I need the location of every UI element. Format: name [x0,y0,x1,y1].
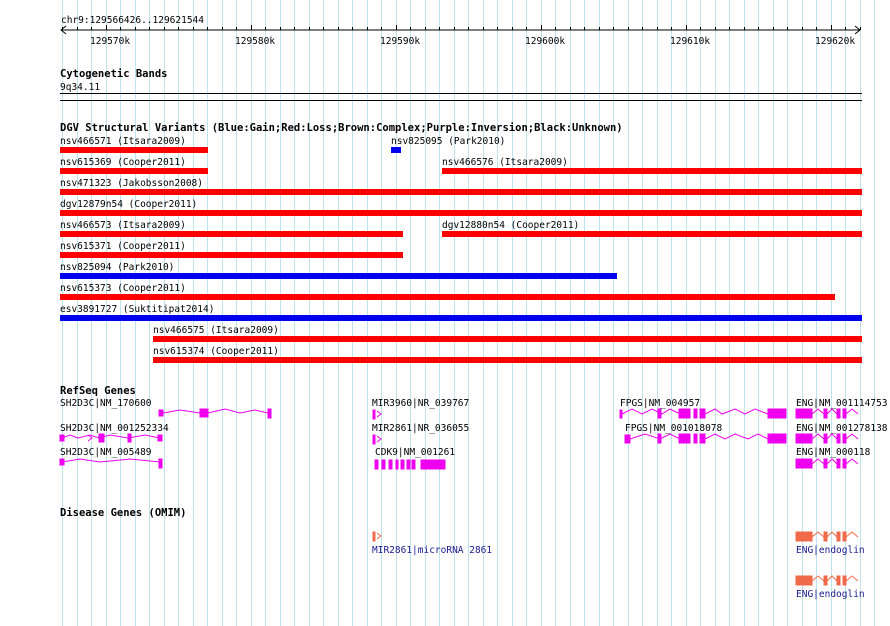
gene-label[interactable]: FPGS|NM_001018078 [625,423,723,434]
omim-gene-link[interactable]: ENG|endoglin [796,589,865,600]
location-label: chr9:129566426..129621544 [61,15,204,26]
variant-label[interactable]: dgv12879n54 (Cooper2011) [60,199,198,210]
tick-label-129600k: 129600k [525,36,566,47]
gene-label[interactable]: ENG|NM_000118 [796,447,871,458]
gene-label[interactable]: MIR2861|NR_036055 [372,423,470,434]
variant-label[interactable]: nsv825095 (Park2010) [391,136,506,147]
omim-model-eng-2 [796,576,858,585]
gene-label[interactable]: ENG|NM_001278138 [796,423,888,434]
cytoband-label: 9q34.11 [60,82,101,93]
variant-label[interactable]: dgv12880n54 (Cooper2011) [442,220,580,231]
tick-label-129620k: 129620k [815,36,856,47]
refseq-track-title: RefSeq Genes [60,385,136,397]
omim-model-eng-1 [796,532,858,541]
gene-label[interactable]: ENG|NM_001114753 [796,398,888,409]
variant-label[interactable]: nsv466571 (Itsara2009) [60,136,186,147]
variant-label[interactable]: nsv615373 (Cooper2011) [60,283,186,294]
gene-label[interactable]: SH2D3C|NM_005489 [60,447,152,458]
omim-track-title: Disease Genes (OMIM) [60,507,187,519]
gene-label[interactable]: CDK9|NM_001261 [375,447,456,458]
gene-label[interactable]: MIR3960|NR_039767 [372,398,470,409]
variant-label[interactable]: nsv615371 (Cooper2011) [60,241,186,252]
dgv-track-title: DGV Structural Variants (Blue:Gain;Red:Loss;Brown:Complex;Purple:Inversion;Black:Unknown) [60,122,623,134]
cytoband-track-title: Cytogenetic Bands [60,68,168,80]
tick-label-129570k: 129570k [90,36,131,47]
variant-label[interactable]: nsv615369 (Cooper2011) [60,157,186,168]
gene-label[interactable]: FPGS|NM_004957 [620,398,701,409]
gene-label[interactable]: SH2D3C|NM_001252334 [60,423,169,434]
variant-label[interactable]: nsv466573 (Itsara2009) [60,220,186,231]
variant-label[interactable]: nsv615374 (Cooper2011) [153,346,279,357]
omim-model-mir2861 [373,532,381,541]
variant-label[interactable]: nsv825094 (Park2010) [60,262,175,273]
gene-label[interactable]: SH2D3C|NM_170600 [60,398,152,409]
tick-label-129590k: 129590k [380,36,421,47]
tick-label-129580k: 129580k [235,36,276,47]
variant-label[interactable]: nsv466575 (Itsara2009) [153,325,279,336]
variant-label[interactable]: esv3891727 (Suktitipat2014) [60,304,215,315]
omim-gene-link[interactable]: MIR2861|microRNA 2861 [372,545,493,556]
tick-label-129610k: 129610k [670,36,711,47]
variant-label[interactable]: nsv471323 (Jakobsson2008) [60,178,203,189]
omim-gene-link[interactable]: ENG|endoglin [796,545,865,556]
variant-label[interactable]: nsv466576 (Itsara2009) [442,157,568,168]
